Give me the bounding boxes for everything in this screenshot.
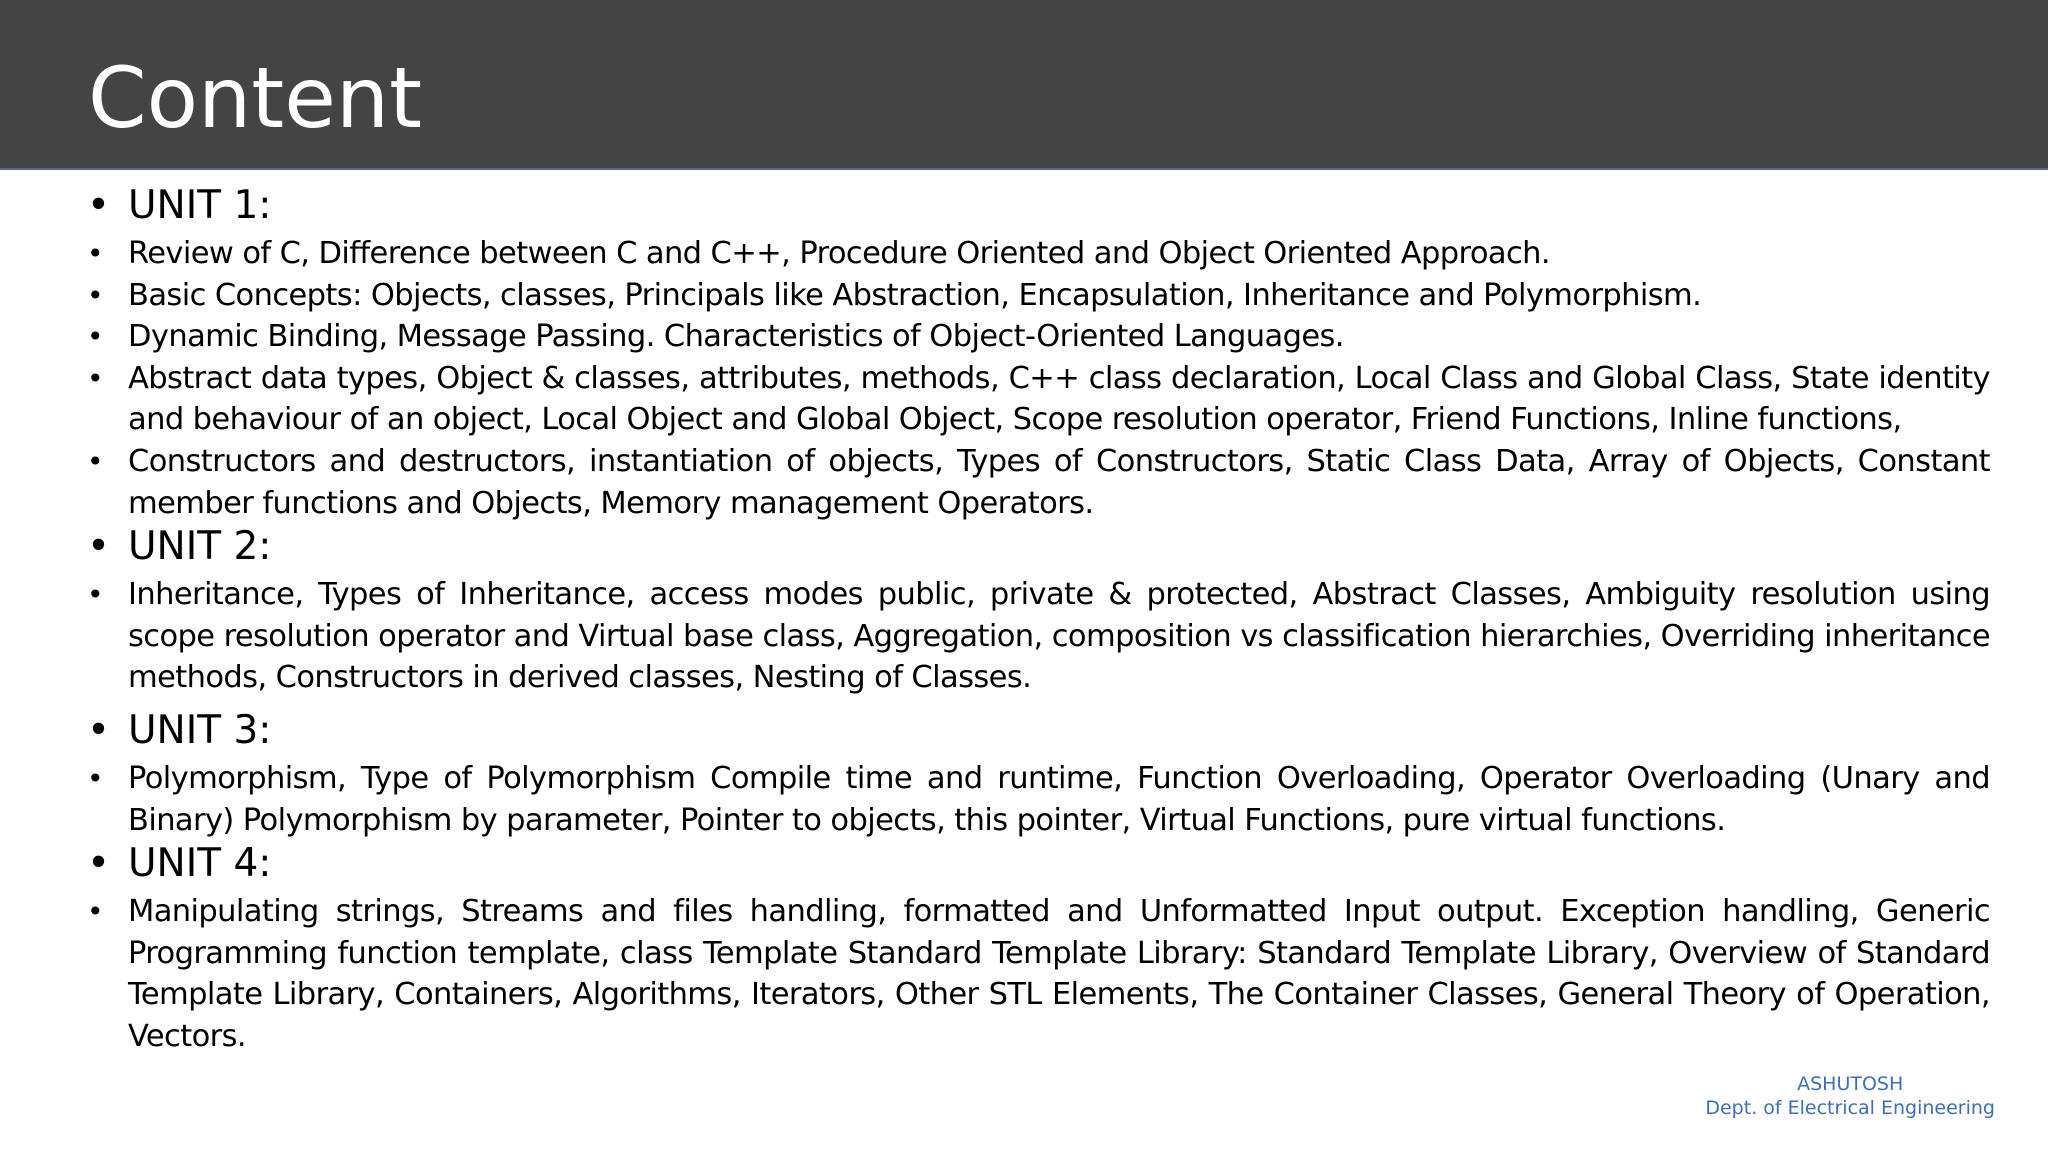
footer-credit <box>1705 1072 1995 1120</box>
list-item: • Abstract data types, Object & classes, attributes, methods, C++ class declaration, Local Class and Global Class, State identity and behaviour of an object, Local Object and Global Object, Scope resolution operator, Friend Functions, Inline functions, <box>84 358 1990 441</box>
unit-heading: • UNIT 2: <box>84 524 1990 570</box>
content-list <box>84 183 1990 1058</box>
footer-name: ASHUTOSH <box>1797 1073 1904 1095</box>
unit-heading: • UNIT 3: <box>84 708 1990 754</box>
list-item: • Dynamic Binding, Message Passing. Characteristics of Object-Oriented Languages. <box>84 316 1990 358</box>
list-item: • Constructors and destructors, instantiation of objects, Types of Constructors, Static Class Data, Array of Objects, Constant member functions and Objects, Memory management Operators. <box>84 441 1990 524</box>
unit-heading: • UNIT 4: <box>84 841 1990 887</box>
list-item: • Manipulating strings, Streams and files handling, formatted and Unformatted Input output. Exception handling, Generic Programming function template, class Template Standard Template Library: Standard Template Library, Overview of Standard Template Library, Containers, Algorithms, Iterators, Other STL Elements, The Container Classes, General Theory of Operation, Vectors. <box>84 891 1990 1057</box>
list-item: • Inheritance, Types of Inheritance, access modes public, private & protected, Abstract Classes, Ambiguity resolution using scope resolution operator and Virtual base class, Aggregation, composition vs classification hierarchies, Overriding inheritance methods, Constructors in derived classes, Nesting of Classes. <box>84 574 1990 699</box>
page-title: Content <box>88 49 423 147</box>
list-item: • Review of C, Difference between C and C++, Procedure Oriented and Object Oriented Approach. <box>84 233 1990 275</box>
title-bar <box>0 0 2048 170</box>
unit-heading: • UNIT 1: <box>84 183 1990 229</box>
list-item: • Polymorphism, Type of Polymorphism Compile time and runtime, Function Overloading, Operator Overloading (Unary and Binary) Polymorphism by parameter, Pointer to objects, this pointer, Virtual Functions, pure virtual functions. <box>84 758 1990 841</box>
footer-department: Dept. of Electrical Engineering <box>1705 1097 1995 1119</box>
list-item: • Basic Concepts: Objects, classes, Principals like Abstraction, Encapsulation, Inheritance and Polymorphism. <box>84 275 1990 317</box>
